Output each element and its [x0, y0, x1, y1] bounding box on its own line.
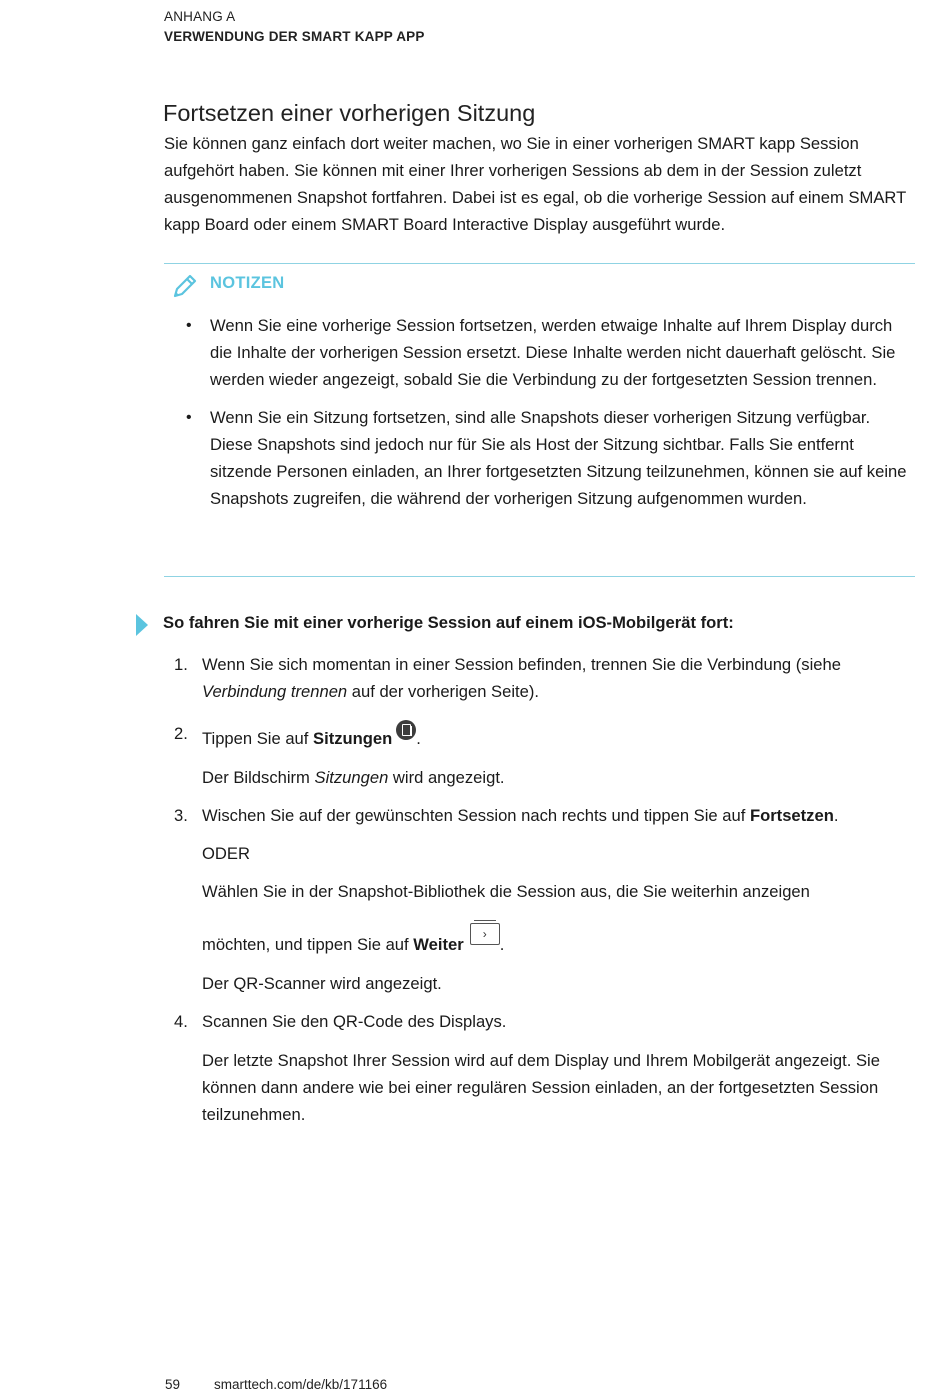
task-arrow-icon: [136, 614, 148, 636]
step-text-part: Wenn Sie sich momentan in einer Session befinden, trennen Sie die Verbindung (siehe: [202, 655, 841, 674]
step-text-part: .: [833, 806, 839, 825]
step-result: Der letzte Snapshot Ihrer Session wird auf dem Display und Ihrem Mobilgerät angezeigt. Sie können dann andere wie bei einer regulären Session einladen, an der fortgesetzten Session teilzunehmen.: [202, 1051, 880, 1124]
ui-term: Sitzungen: [313, 729, 393, 748]
step-1: [174, 651, 919, 705]
step-number: 4.: [174, 1012, 188, 1031]
pencil-icon: [171, 272, 199, 300]
step-3: [174, 802, 919, 997]
intro-paragraph: Sie können ganz einfach dort weiter machen, wo Sie in einer vorherigen SMART kapp Session aufgehört haben. Sie können mit einer Ihrer vorherigen Sessions ab dem in der Session zuletzt ausgenommenen Snapshot fortfahren. Dabei ist es egal, ob die vorherige Session auf einem SMART kapp Board oder einem SMART Board Interactive Display ausgeführt wurde.: [164, 134, 906, 234]
step-text-part: Tippen Sie auf: [202, 729, 314, 748]
ui-term: Weiter: [413, 935, 464, 954]
page-number: 59: [165, 1377, 181, 1392]
step-text: Scannen Sie den QR-Code des Displays.: [202, 1012, 507, 1031]
step-text-part: .: [499, 935, 505, 954]
step-number: 2.: [174, 724, 188, 743]
step-text-part: .: [416, 729, 421, 748]
notes-title: NOTIZEN: [210, 274, 285, 292]
step-alt-text: Wählen Sie in der Snapshot-Bibliothek die Session aus, die Sie weiterhin anzeigen: [202, 882, 810, 901]
step-text: [202, 720, 919, 752]
step-text-part: auf der vorherigen Seite).: [347, 682, 540, 701]
next-icon: ›: [470, 923, 500, 945]
page-title: Fortsetzen einer vorherigen Sitzung: [163, 100, 536, 126]
step-text: [202, 802, 919, 829]
task-title: So fahren Sie mit einer vorherige Session auf einem iOS-Mobilgerät fort:: [163, 613, 734, 632]
running-header-chapter: VERWENDUNG DER SMART KAPP APP: [164, 29, 425, 44]
step-2: [174, 720, 919, 791]
step-result: [202, 764, 919, 791]
step-text-part: Der Bildschirm: [202, 768, 315, 787]
step-text-part: Wischen Sie auf der gewünschten Session nach rechts und tippen Sie auf: [202, 806, 750, 825]
list-item: • Wenn Sie eine vorherige Session fortsetzen, werden etwaige Inhalte auf Ihrem Display durch die Inhalte der vorherigen Session ersetzt. Diese Inhalte werden nicht dauerhaft gelöscht. Sie werden wieder angezeigt, sobald Sie die Verbindung zu der fortgesetzten Session trennen.: [186, 312, 916, 393]
notes-bottom-rule: [164, 576, 915, 577]
step-4: [174, 1008, 919, 1128]
step-text-part: möchten, und tippen Sie auf: [202, 935, 414, 954]
step-result: Der QR-Scanner wird angezeigt.: [202, 974, 442, 993]
notes-top-rule: [164, 263, 915, 264]
step-list: [174, 651, 919, 1128]
step-text-part: wird angezeigt.: [388, 768, 505, 787]
notes-list: [186, 312, 916, 523]
ui-term: Fortsetzen: [749, 806, 834, 825]
list-item: • Wenn Sie ein Sitzung fortsetzen, sind alle Snapshots dieser vorherigen Sitzung verfügbar. Diese Snapshots sind jedoch nur für Sie als Host der Sitzung sichtbar. Falls Sie entfernt sitzende Personen einladen, an Ihrer fortgesetzten Sitzung teilzunehmen, können sie auf keine Snapshots zugreifen, die während der vorherigen Sitzung aufgenommen wurden.: [186, 404, 916, 512]
sessions-icon: [396, 720, 416, 740]
step-number: 3.: [174, 806, 188, 825]
step-number: 1.: [174, 655, 188, 674]
footer-link[interactable]: smarttech.com/de/kb/171166: [214, 1377, 388, 1392]
cross-reference: Verbindung trennen: [202, 682, 348, 701]
or-separator: ODER: [202, 844, 250, 863]
step-alt-text: [202, 923, 919, 958]
ui-term: Sitzungen: [314, 768, 389, 787]
running-header-section: ANHANG A: [164, 9, 236, 24]
step-text: [202, 651, 919, 705]
